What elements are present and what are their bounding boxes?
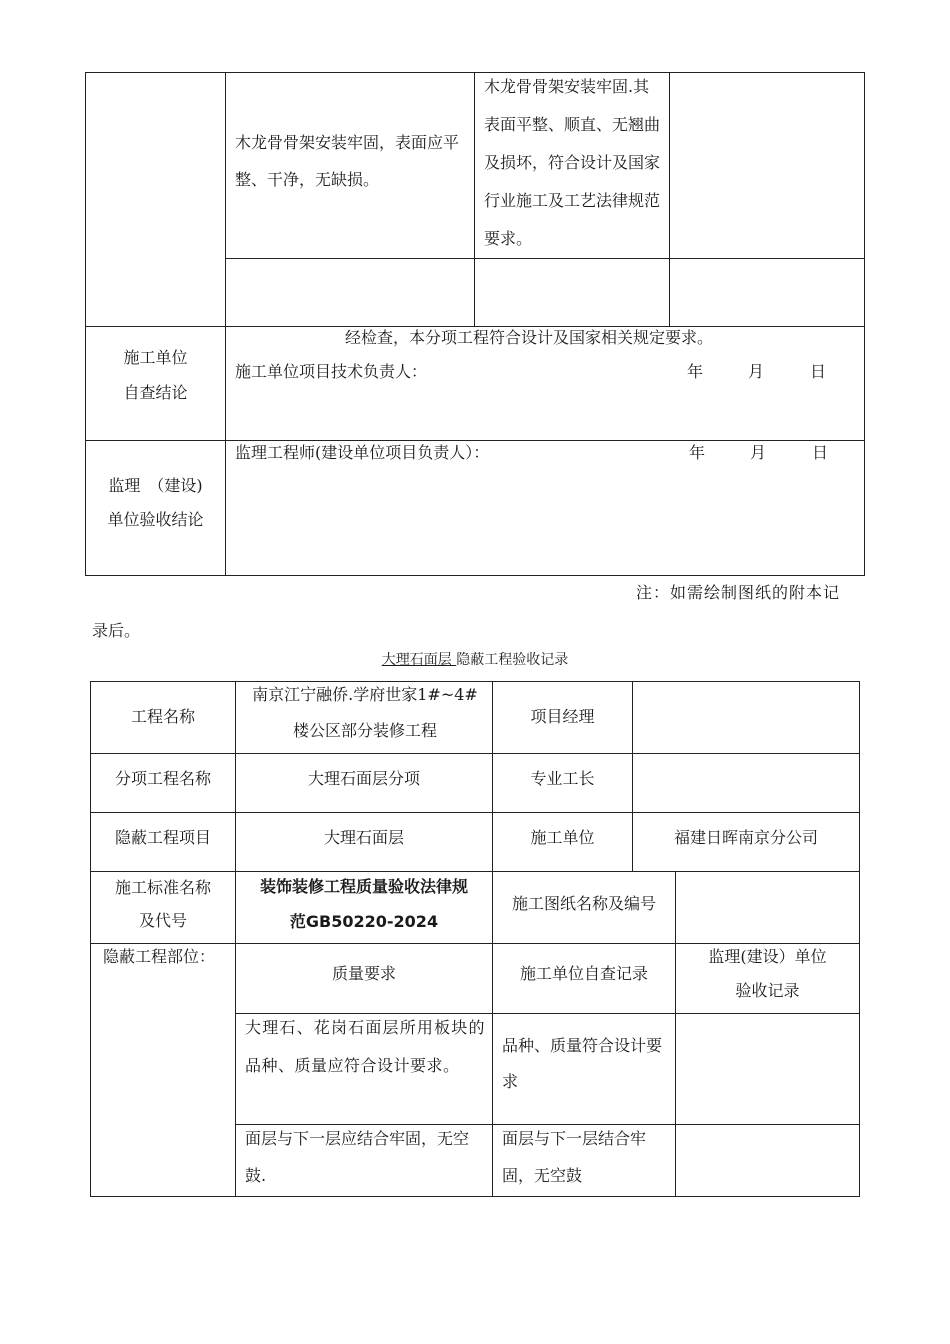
standard-value-2: 范GB50220-2024	[289, 912, 439, 931]
hidden-item-label: 隐蔽工程项目	[114, 828, 211, 847]
foreman-label: 专业工长	[530, 769, 595, 788]
supervision-header-2: 验收记录	[735, 981, 800, 1000]
self-check-signer: 施工单位项目技术负责人：	[235, 362, 428, 381]
project-manager-label: 项目经理	[530, 707, 595, 726]
standard-label: 施工标准名称	[114, 878, 211, 897]
quality-requirement-header: 质量要求	[331, 964, 396, 983]
lower-table-title	[0, 648, 950, 672]
standard-label-2: 及代号	[138, 911, 187, 930]
subitem-label: 分项工程名称	[114, 769, 211, 788]
self-record-header: 施工单位自查记录	[519, 964, 648, 983]
self-check-label-2: 自查结论	[123, 383, 188, 402]
date-day: 日	[812, 443, 829, 462]
date-month: 月	[748, 362, 765, 381]
self-check-conclusion: 经检查，本分项工程符合设计及国家相关规定要求。	[345, 328, 714, 347]
hidden-part-label: 隐蔽工程部位：	[103, 947, 216, 966]
standard-value: 装饰装修工程质量验收法律规	[259, 877, 468, 896]
requirement-cell: 大理石、花岗石面层所用板块的品种、质量应符合设计要求。	[245, 1018, 485, 1075]
project-name-label: 工程名称	[130, 707, 195, 726]
quality-requirement-text: 木龙骨骨架安装牢固，表面应平整、干净，无缺损。	[235, 133, 460, 189]
contractor-label: 施工单位	[530, 828, 595, 847]
supervision-label: 监理 （建设)	[108, 476, 203, 495]
self-check-record-text: 木龙骨骨架安装牢固.其表面平整、顺直、无翘曲及损坏，符合设计及国家行业施工及工艺法律规范要求。	[484, 77, 661, 248]
note-line-2: 录后。	[92, 621, 141, 640]
date-day: 日	[810, 362, 827, 381]
date-year: 年	[689, 443, 706, 462]
project-name-value: 南京江宁融侨.学府世家1#~4#楼公区部分装修工程	[252, 685, 478, 740]
record-cell: 品种、质量符合设计要求	[502, 1036, 663, 1091]
contractor-value: 福建日晖南京分公司	[673, 828, 818, 847]
record-cell: 面层与下一层结合牢固，无空鼓	[502, 1129, 647, 1185]
date-year: 年	[687, 362, 704, 381]
requirement-cell: 面层与下一层应结合牢固，无空鼓.	[245, 1129, 470, 1185]
subitem-value: 大理石面层分项	[307, 769, 420, 788]
note-line-1: 注：如需绘制图纸的附本记	[636, 583, 841, 602]
supervision-label-2: 单位验收结论	[107, 510, 204, 529]
hidden-item-value: 大理石面层	[323, 828, 404, 847]
title-underlined-part: 大理石面层	[381, 652, 457, 668]
date-month: 月	[750, 443, 767, 462]
drawing-label: 施工图纸名称及编号	[511, 894, 656, 913]
self-check-label: 施工单位	[123, 348, 188, 367]
title-rest: 隐蔽工程验收记录	[456, 652, 569, 668]
supervision-header: 监理(建设）单位	[708, 947, 827, 966]
supervision-signer: 监理工程师(建设单位项目负责人）：	[235, 443, 490, 462]
